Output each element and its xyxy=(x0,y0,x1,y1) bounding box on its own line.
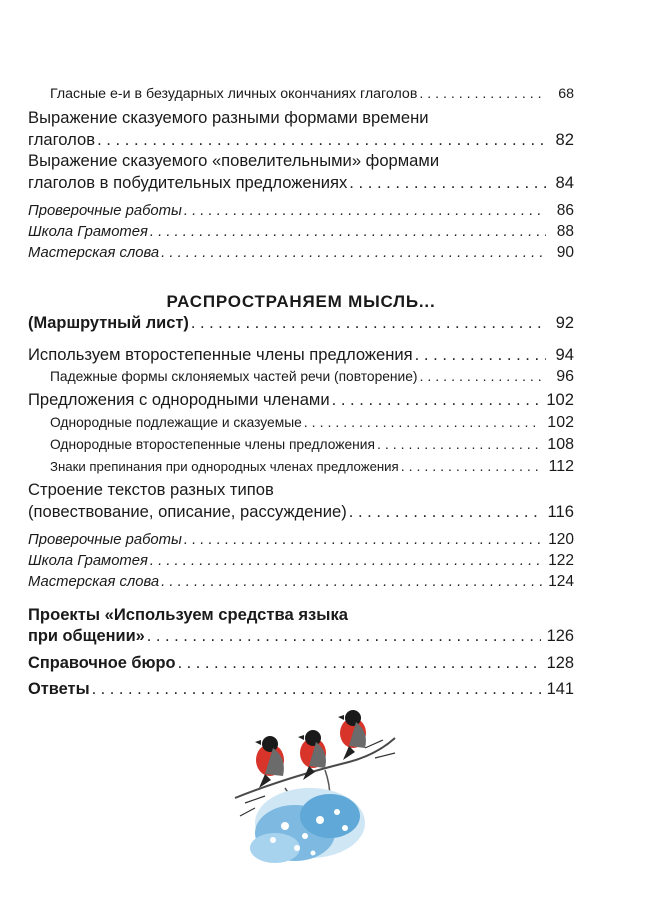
toc-entry[interactable] xyxy=(28,173,574,193)
toc-entry[interactable] xyxy=(28,414,574,432)
toc-entry[interactable] xyxy=(28,390,574,410)
toc-page-number: 124 xyxy=(548,573,574,590)
toc-page-number: 141 xyxy=(546,680,574,698)
toc-page-number: 122 xyxy=(548,552,574,569)
toc-entry-title: Однородные второстепенные члены предложения xyxy=(50,437,375,452)
toc-page-number: 94 xyxy=(555,345,574,364)
toc-entry-title: Мастерская слова xyxy=(28,245,160,261)
toc-page-number: 128 xyxy=(546,654,574,672)
bullfinches-illustration xyxy=(225,708,405,873)
toc-entry-title: Школа Грамотея xyxy=(28,224,148,240)
toc-page-number: 88 xyxy=(556,223,574,240)
toc-entry-title: Гласные е-и в безударных личных окончаниях глаголов xyxy=(50,86,418,102)
toc-entry[interactable] xyxy=(28,86,574,102)
toc-page-number: 126 xyxy=(546,627,574,645)
dot-leader xyxy=(415,345,546,365)
dot-leader xyxy=(184,203,546,219)
bullfinch-icon xyxy=(338,710,366,760)
dot-leader xyxy=(377,437,541,453)
toc-entry[interactable] xyxy=(28,531,574,549)
toc-entry-title: Используем второстепенные члены предложения xyxy=(28,345,413,364)
dot-leader xyxy=(150,553,542,569)
toc-entry-line1[interactable]: Проекты «Используем средства языка xyxy=(28,605,348,624)
toc-page-number: 86 xyxy=(556,202,574,219)
toc-page-number: 90 xyxy=(556,244,574,261)
toc-entry-title: Проверочные работы xyxy=(28,532,182,548)
toc-entry[interactable] xyxy=(28,368,574,386)
toc-page-number: 102 xyxy=(546,390,574,409)
dot-leader xyxy=(191,314,546,333)
dot-leader xyxy=(147,627,541,646)
toc-page-number: 82 xyxy=(555,130,574,149)
section-title: РАСПРОСТРАНЯЕМ МЫСЛЬ... xyxy=(166,292,436,311)
toc-entry-title: (повествование, описание, рассуждение) xyxy=(28,502,347,521)
dot-leader xyxy=(92,680,541,699)
toc-entry[interactable] xyxy=(28,202,574,220)
toc-page-number: 112 xyxy=(548,458,574,475)
toc-entry-title: Падежные формы склоняемых частей речи (повторение) xyxy=(50,369,418,384)
toc-entry-title: Проверочные работы xyxy=(28,203,182,219)
toc-entry[interactable] xyxy=(28,314,574,333)
dot-leader xyxy=(420,369,546,385)
dot-leader xyxy=(332,390,541,410)
dot-leader xyxy=(97,130,546,150)
toc-entry-title: Однородные подлежащие и сказуемые xyxy=(50,415,302,430)
dot-leader xyxy=(349,502,542,522)
dot-leader xyxy=(161,245,546,261)
toc-page-number: 96 xyxy=(556,368,574,385)
toc-entry-line1[interactable]: Строение текстов разных типов xyxy=(28,480,274,499)
toc-entry[interactable] xyxy=(28,223,574,241)
toc-page-number: 108 xyxy=(547,436,574,453)
toc-page-number: 84 xyxy=(555,173,574,192)
toc-entry-title: Справочное бюро xyxy=(28,654,176,672)
toc-entry-line1[interactable]: Выражение сказуемого «повелительными» формами xyxy=(28,151,440,170)
toc-entry-title: Ответы xyxy=(28,680,90,698)
toc-entry[interactable] xyxy=(28,573,574,591)
toc-entry[interactable] xyxy=(28,458,574,476)
dot-leader xyxy=(178,654,541,673)
toc-page-number: 68 xyxy=(558,86,574,102)
bullfinch-icon xyxy=(298,730,326,780)
toc-entry[interactable] xyxy=(28,244,574,262)
toc-entry-title: Мастерская слова xyxy=(28,574,160,590)
bullfinch-icon xyxy=(255,736,284,788)
section-subtitle: (Маршрутный лист) xyxy=(28,314,189,332)
toc-page-number: 102 xyxy=(547,414,574,431)
dot-leader xyxy=(184,532,542,548)
dot-leader xyxy=(304,415,542,431)
toc-entry-title: Знаки препинания при однородных членах предложения xyxy=(50,459,399,474)
toc-entry[interactable] xyxy=(28,345,574,365)
toc-entry-title: глаголов в побудительных предложениях xyxy=(28,173,348,192)
dot-leader xyxy=(150,224,546,240)
toc-entry[interactable] xyxy=(28,436,574,454)
toc-entry-line1[interactable]: Выражение сказуемого разными формами времени xyxy=(28,108,429,127)
toc-entry-title: Предложения с однородными членами xyxy=(28,390,330,409)
dot-leader xyxy=(161,574,542,590)
toc-entry-title: глаголов xyxy=(28,130,96,149)
dot-leader xyxy=(401,459,543,475)
toc-entry[interactable] xyxy=(28,627,574,646)
dot-leader xyxy=(349,173,546,193)
toc-page-number: 92 xyxy=(555,314,574,332)
toc-entry[interactable] xyxy=(28,654,574,673)
toc-entry-title: Школа Грамотея xyxy=(28,553,148,569)
toc-page-number: 120 xyxy=(548,531,574,548)
toc-page-number: 116 xyxy=(547,502,574,521)
dot-leader xyxy=(419,86,546,102)
toc-entry-title: при общении» xyxy=(28,627,145,645)
toc-entry[interactable] xyxy=(28,680,574,699)
toc-entry[interactable] xyxy=(28,130,574,150)
toc-entry[interactable] xyxy=(28,552,574,570)
toc-entry[interactable] xyxy=(28,502,574,522)
